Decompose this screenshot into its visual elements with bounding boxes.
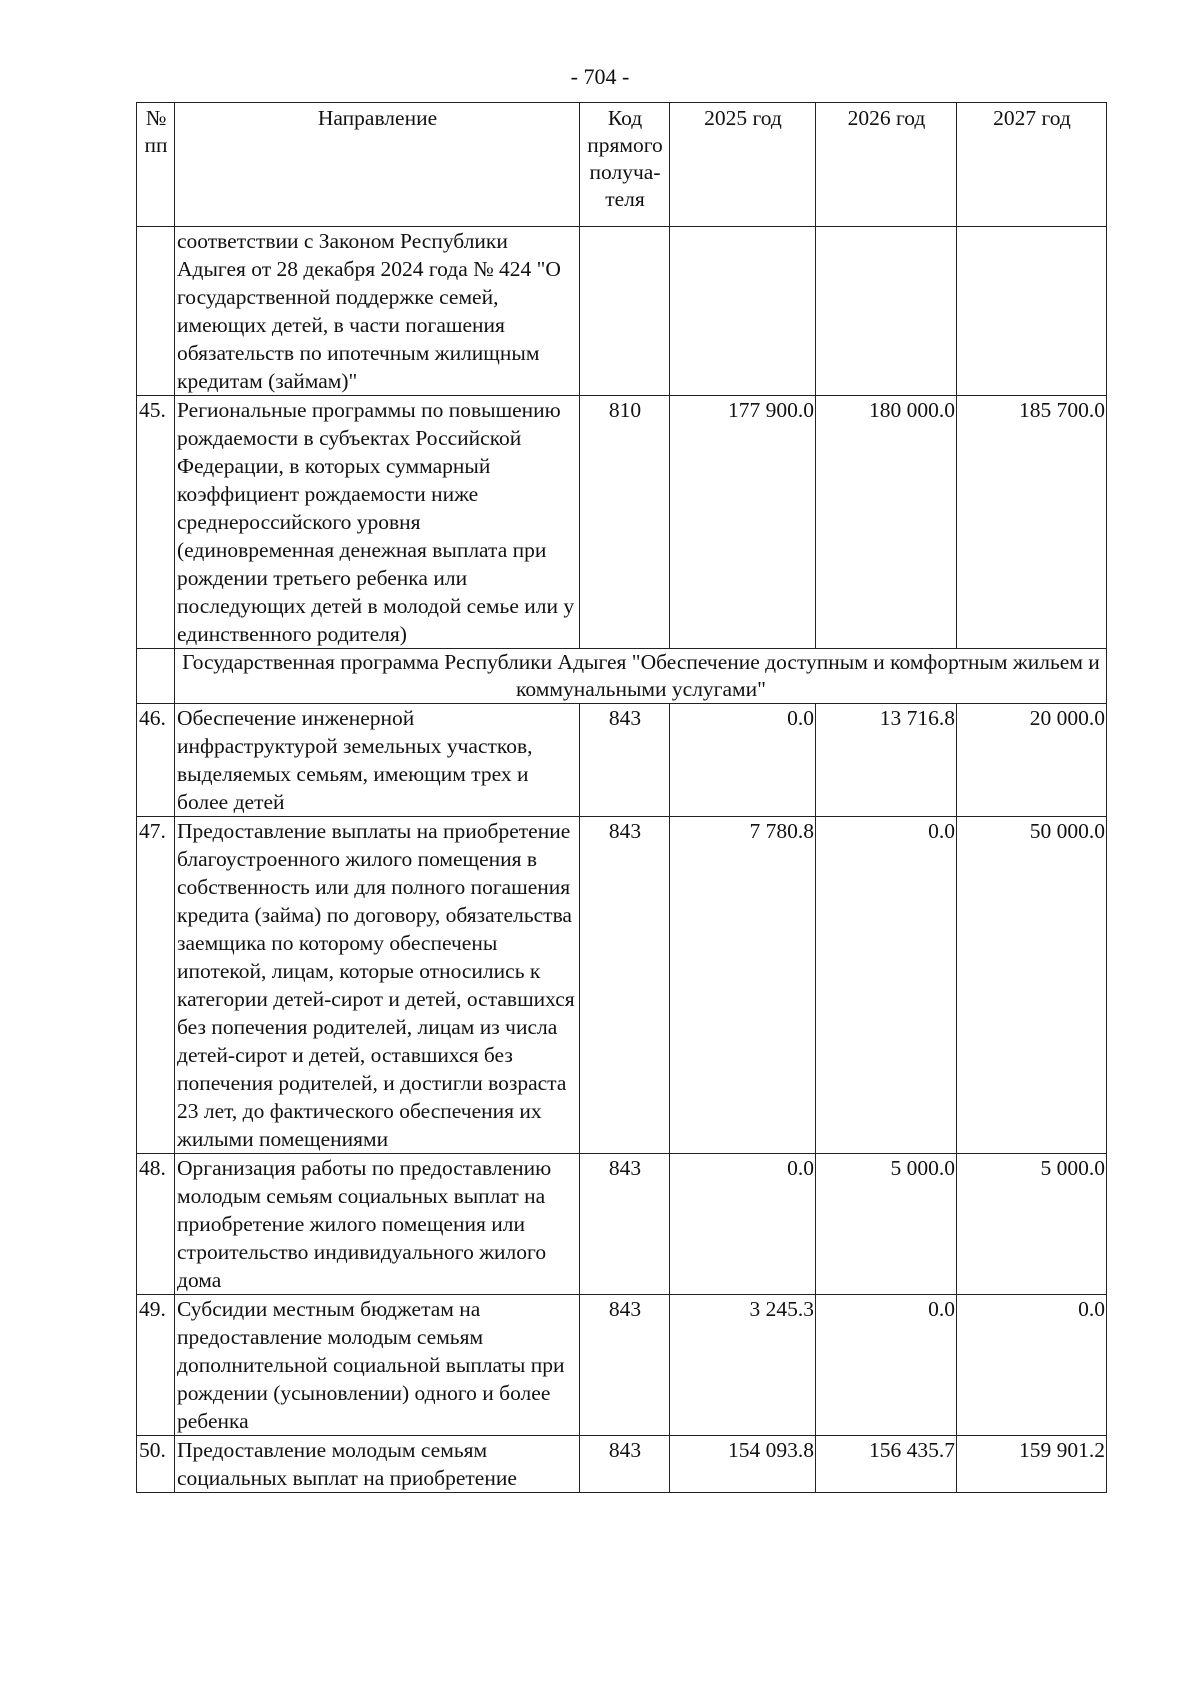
budget-table <box>136 102 1107 1493</box>
row-2026 <box>816 227 957 396</box>
row-code: 843 <box>580 817 670 1154</box>
section-heading-row <box>137 649 1107 704</box>
row-2026: 5 000.0 <box>816 1154 957 1295</box>
row-2027: 20 000.0 <box>957 704 1107 817</box>
table-header-row <box>137 103 1107 227</box>
row-num <box>137 227 175 396</box>
table-row <box>137 1436 1107 1493</box>
table-row <box>137 817 1107 1154</box>
row-2025: 7 780.8 <box>670 817 816 1154</box>
row-2025 <box>670 227 816 396</box>
table-row <box>137 704 1107 817</box>
row-num: 45. <box>137 396 175 649</box>
row-code: 843 <box>580 704 670 817</box>
row-num: 50. <box>137 1436 175 1493</box>
row-2027: 0.0 <box>957 1295 1107 1436</box>
row-2025: 177 900.0 <box>670 396 816 649</box>
header-2027: 2027 год <box>957 103 1107 227</box>
row-2027: 50 000.0 <box>957 817 1107 1154</box>
header-num: № пп <box>137 103 175 227</box>
row-num: 46. <box>137 704 175 817</box>
row-code: 843 <box>580 1295 670 1436</box>
row-direction: Предоставление молодым семьям социальных выплат на приобретение <box>175 1436 580 1493</box>
table-row <box>137 1154 1107 1295</box>
row-2026: 180 000.0 <box>816 396 957 649</box>
row-2027: 159 901.2 <box>957 1436 1107 1493</box>
row-2025: 3 245.3 <box>670 1295 816 1436</box>
row-2026: 0.0 <box>816 817 957 1154</box>
row-2025: 154 093.8 <box>670 1436 816 1493</box>
row-code: 843 <box>580 1436 670 1493</box>
row-num: 49. <box>137 1295 175 1436</box>
header-code: Код прямого получа-теля <box>580 103 670 227</box>
row-2025: 0.0 <box>670 1154 816 1295</box>
row-2025: 0.0 <box>670 704 816 817</box>
table-row <box>137 1295 1107 1436</box>
row-code <box>580 227 670 396</box>
table-row <box>137 396 1107 649</box>
row-direction: Предоставление выплаты на приобретение благоустроенного жилого помещения в собственность или для полного погашения кредита (займа) по договору, обязательства заемщика по которому обеспечены ипотекой, лицам, которые относились к категории детей-сирот и детей, оставшихся без попечения родителей, лицам из числа детей-сирот и детей, оставшихся без попечения родителей, и достигли возраста 23 лет, до фактического обеспечения их жилыми помещениями <box>175 817 580 1154</box>
section-num-cell <box>137 649 175 704</box>
row-direction: Региональные программы по повышению рождаемости в субъектах Российской Федерации, в которых суммарный коэффициент рождаемости ниже среднероссийского уровня (единовременная денежная выплата при рождении третьего ребенка или последующих детей в молодой семье или у единственного родителя) <box>175 396 580 649</box>
row-direction: Организация работы по предоставлению молодым семьям социальных выплат на приобретение жилого помещения или строительство индивидуального жилого дома <box>175 1154 580 1295</box>
header-2026: 2026 год <box>816 103 957 227</box>
row-2026: 13 716.8 <box>816 704 957 817</box>
row-2026: 156 435.7 <box>816 1436 957 1493</box>
page-number: - 704 - <box>570 64 630 89</box>
row-2027 <box>957 227 1107 396</box>
row-direction: Обеспечение инженерной инфраструктурой земельных участков, выделяемых семьям, имеющим трех и более детей <box>175 704 580 817</box>
row-code: 843 <box>580 1154 670 1295</box>
row-num: 47. <box>137 817 175 1154</box>
row-2026: 0.0 <box>816 1295 957 1436</box>
section-title: Государственная программа Республики Адыгея "Обеспечение доступным и комфортным жильем и коммунальными услугами" <box>175 649 1107 704</box>
row-direction: Субсидии местным бюджетам на предоставление молодым семьям дополнительной социальной выплаты при рождении (усыновлении) одного и более ребенка <box>175 1295 580 1436</box>
table-row <box>137 227 1107 396</box>
row-2027: 185 700.0 <box>957 396 1107 649</box>
row-direction: соответствии с Законом Республики Адыгея от 28 декабря 2024 года № 424 "О государственной поддержке семей, имеющих детей, в части погашения обязательств по ипотечным жилищным кредитам (займам)" <box>175 227 580 396</box>
row-num: 48. <box>137 1154 175 1295</box>
row-2027: 5 000.0 <box>957 1154 1107 1295</box>
header-direction: Направление <box>175 103 580 227</box>
row-code: 810 <box>580 396 670 649</box>
header-2025: 2025 год <box>670 103 816 227</box>
